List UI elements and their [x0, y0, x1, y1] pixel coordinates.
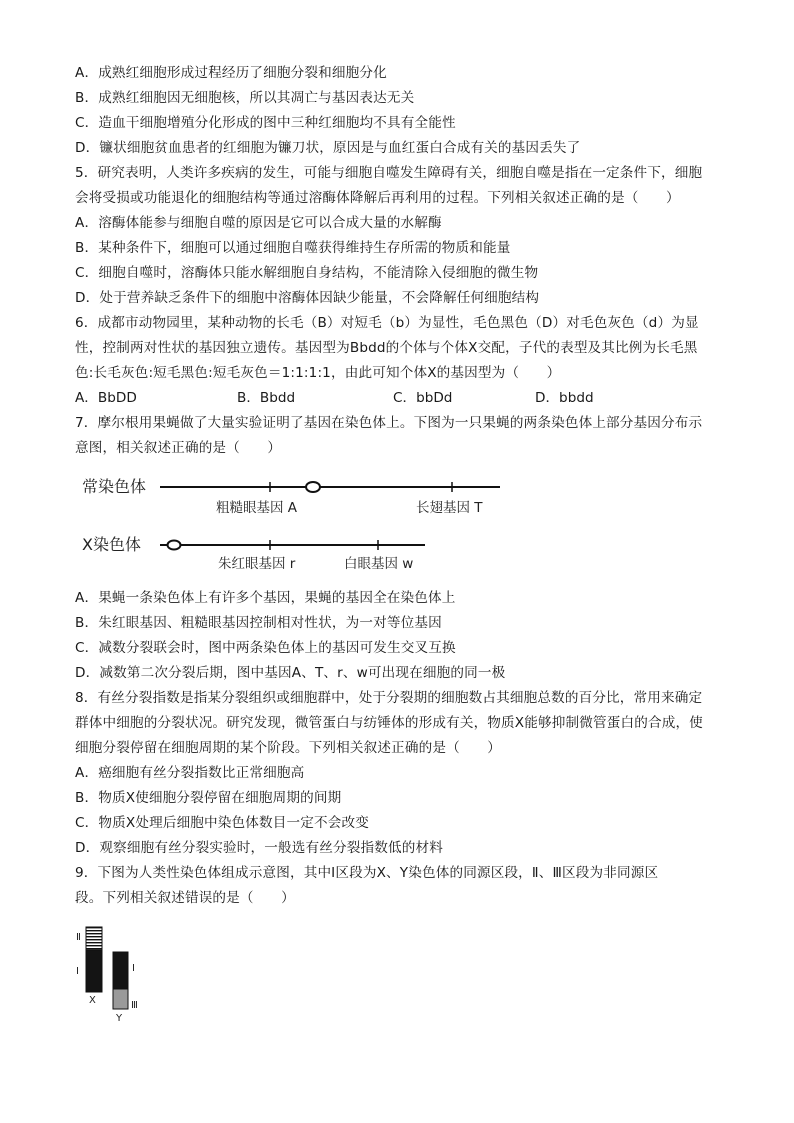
- q6-option-b: B．Bbdd: [237, 390, 296, 406]
- q9-stem-line-2: 段。下列相关叙述错误的是（ ）: [75, 890, 295, 906]
- q8-stem-line-2: 群体中细胞的分裂状况。研究发现，微管蛋白与纺锤体的形成有关，物质X能够抑制微管蛋白的合成，使: [75, 715, 703, 731]
- q4-option-a: A．成熟红细胞形成过程经历了细胞分裂和细胞分化: [75, 65, 387, 81]
- x-segment-ii: [86, 927, 102, 950]
- q9-stem-line-1: 9．下图为人类性染色体组成示意图，其中Ⅰ区段为X、Y染色体的同源区段，Ⅱ、Ⅲ区段为非同源区: [75, 865, 659, 881]
- q5-option-d: D．处于营养缺乏条件下的细胞中溶酶体因缺少能量，不会降解任何细胞结构: [75, 290, 540, 306]
- y-segment-i: [113, 952, 128, 989]
- q8-option-b: B．物质X使细胞分裂停留在细胞周期的间期: [75, 790, 342, 806]
- autosome-centromere: [306, 482, 320, 492]
- gene-t-label: 长翅基因 T: [416, 500, 483, 516]
- q8-option-d: D．观察细胞有丝分裂实验时，一般选有丝分裂指数低的材料: [75, 840, 443, 856]
- gene-a-label: 粗糙眼基因 A: [216, 500, 298, 516]
- q5-stem-line-2: 会将受损或功能退化的细胞结构等通过溶酶体降解后再利用的过程。下列相关叙述正确的是（ ）: [75, 190, 680, 206]
- gene-r-label: 朱红眼基因 r: [218, 556, 296, 572]
- x-chromosome-centromere: [168, 541, 181, 550]
- q6-stem-line-1: 6．成都市动物园里，某种动物的长毛（B）对短毛（b）为显性，毛色黑色（D）对毛色灰色（d）为显: [75, 315, 699, 331]
- q4-option-c: C．造血干细胞增殖分化形成的图中三种红细胞均不具有全能性: [75, 115, 456, 131]
- x-segment-i: [86, 950, 102, 992]
- q8-option-c: C．物质X处理后细胞中染色体数目一定不会改变: [75, 815, 369, 831]
- x-chromosome-label: X染色体: [82, 535, 141, 554]
- y-segment-iii: [113, 989, 128, 1009]
- q7-stem-line-2: 意图，相关叙述正确的是（ ）: [75, 440, 282, 456]
- q7-option-a: A．果蝇一条染色体上有许多个基因，果蝇的基因全在染色体上: [75, 590, 456, 606]
- q5-option-a: A．溶酶体能参与细胞自噬的原因是它可以合成大量的水解酶: [75, 215, 442, 231]
- q8-option-a: A．癌细胞有丝分裂指数比正常细胞高: [75, 765, 305, 781]
- q7-option-b: B．朱红眼基因、粗糙眼基因控制相对性状，为一对等位基因: [75, 615, 442, 631]
- q4-option-d: D．镰状细胞贫血患者的红细胞为镰刀状，原因是与血红蛋白合成有关的基因丢失了: [75, 140, 581, 156]
- x-chromosome-name: X: [89, 995, 96, 1006]
- q6-option-d: D．bbdd: [535, 390, 594, 406]
- x-segment-i-label: Ⅰ: [76, 966, 79, 977]
- q6-option-c: C．bbDd: [393, 390, 453, 406]
- q8-stem-line-3: 细胞分裂停留在细胞周期的某个阶段。下列相关叙述正确的是（ ）: [75, 740, 502, 756]
- q6-option-a: A．BbDD: [75, 390, 137, 406]
- q5-option-b: B．某种条件下，细胞可以通过细胞自噬获得维持生存所需的物质和能量: [75, 240, 511, 256]
- q7-stem-line-1: 7．摩尔根用果蝇做了大量实验证明了基因在染色体上。下图为一只果蝇的两条染色体上部分基因分布示: [75, 415, 703, 431]
- q5-option-c: C．细胞自噬时，溶酶体只能水解细胞自身结构，不能清除入侵细胞的微生物: [75, 265, 539, 281]
- q7-option-d: D．减数第二次分裂后期，图中基因A、T、r、w可出现在细胞的同一极: [75, 665, 506, 681]
- autosome-label: 常染色体: [82, 477, 147, 496]
- q4-option-b: B．成熟红细胞因无细胞核，所以其凋亡与基因表达无关: [75, 90, 415, 106]
- sex-chromosome-figure: [74, 924, 164, 1028]
- q6-stem-line-3: 色:长毛灰色:短毛黑色:短毛灰色＝1:1:1:1，由此可知个体X的基因型为（ ）: [75, 365, 561, 381]
- y-chromosome-name: Y: [116, 1013, 123, 1024]
- q6-stem-line-2: 性，控制两对性状的基因独立遗传。基因型为Bbdd的个体与个体X交配，子代的表型及其比例为长毛黑: [75, 340, 698, 356]
- y-segment-i-label: Ⅰ: [132, 963, 135, 974]
- q8-stem-line-1: 8．有丝分裂指数是指某分裂组织或细胞群中，处于分裂期的细胞数占其细胞总数的百分比，常用来确定: [75, 690, 703, 706]
- q5-stem-line-1: 5．研究表明，人类许多疾病的发生，可能与细胞自噬发生障碍有关，细胞自噬是指在一定条件下，细胞: [75, 165, 703, 181]
- segment-ii-label: Ⅱ: [76, 932, 81, 943]
- gene-w-label: 白眼基因 w: [344, 556, 414, 572]
- q7-option-c: C．减数分裂联会时，图中两条染色体上的基因可发生交叉互换: [75, 640, 456, 656]
- chromosome-gene-map-figure: [80, 470, 510, 580]
- segment-iii-label: Ⅲ: [131, 1000, 138, 1011]
